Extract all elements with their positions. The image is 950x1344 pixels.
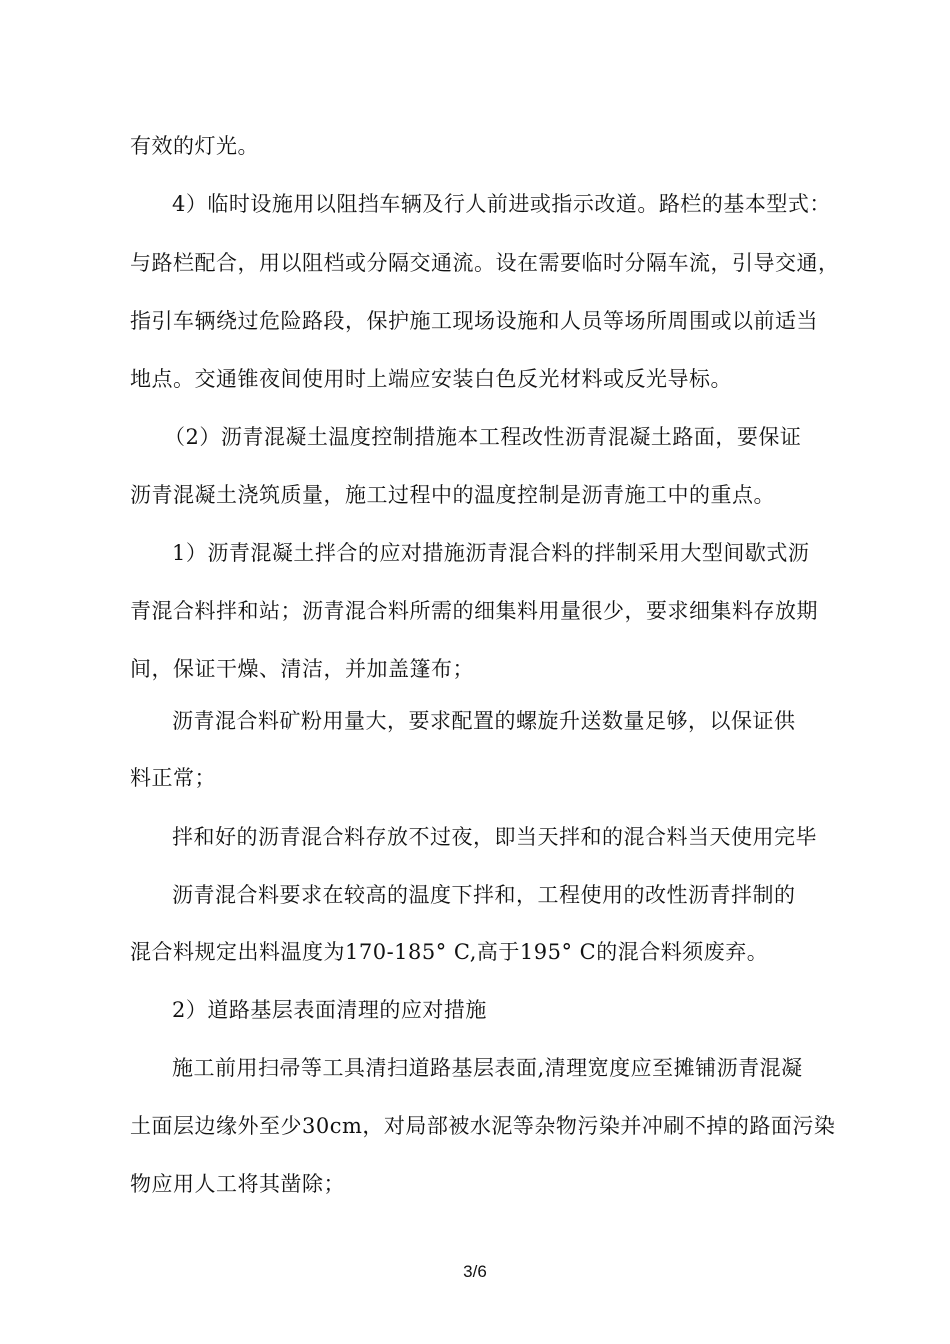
text-line: 1）沥青混凝土拌合的应对措施沥青混合料的拌制采用大型间歇式沥 <box>172 541 810 565</box>
text-line: 与路栏配合，用以阻档或分隔交通流。设在需要临时分隔车流，引导交通， <box>130 251 840 275</box>
text-line: 4）临时设施用以阻挡车辆及行人前进或指示改道。路栏的基本型式： <box>172 192 831 216</box>
text-line: 沥青混凝土浇筑质量，施工过程中的温度控制是沥青施工中的重点。 <box>130 483 775 507</box>
text-line: （2）沥青混凝土温度控制措施本工程改性沥青混凝土路面，要保证 <box>164 425 802 449</box>
text-line: 土面层边缘外至少30cm，对局部被水泥等杂物污染并冲刷不掉的路面污染 <box>130 1114 836 1138</box>
page-number: 3/6 <box>463 1262 487 1281</box>
text-line: 地点。交通锥夜间使用时上端应安装白色反光材料或反光导标。 <box>130 367 732 391</box>
text-line: 施工前用扫帚等工具清扫道路基层表面,清理宽度应至摊铺沥青混凝 <box>172 1056 803 1080</box>
text-line: 青混合料拌和站；沥青混合料所需的细集料用量很少，要求细集料存放期 <box>130 599 818 623</box>
text-line: 料正常； <box>130 766 216 790</box>
text-line: 2）道路基层表面清理的应对措施 <box>172 998 487 1022</box>
text-line: 间，保证干燥、清洁，并加盖篷布； <box>130 657 474 681</box>
text-line: 拌和好的沥青混合料存放不过夜，即当天拌和的混合料当天使用完毕 <box>172 825 817 849</box>
text-line: 有效的灯光。 <box>130 134 259 158</box>
text-line: 混合料规定出料温度为170-185° C,高于195° C的混合料须废弃。 <box>130 940 769 964</box>
text-line: 沥青混合料矿粉用量大，要求配置的螺旋升送数量足够，以保证供 <box>172 709 796 733</box>
text-line: 指引车辆绕过危险路段，保护施工现场设施和人员等场所周围或以前适当 <box>130 309 818 333</box>
text-line: 沥青混合料要求在较高的温度下拌和，工程使用的改性沥青拌制的 <box>172 883 796 907</box>
text-line: 物应用人工将其凿除； <box>130 1172 345 1196</box>
